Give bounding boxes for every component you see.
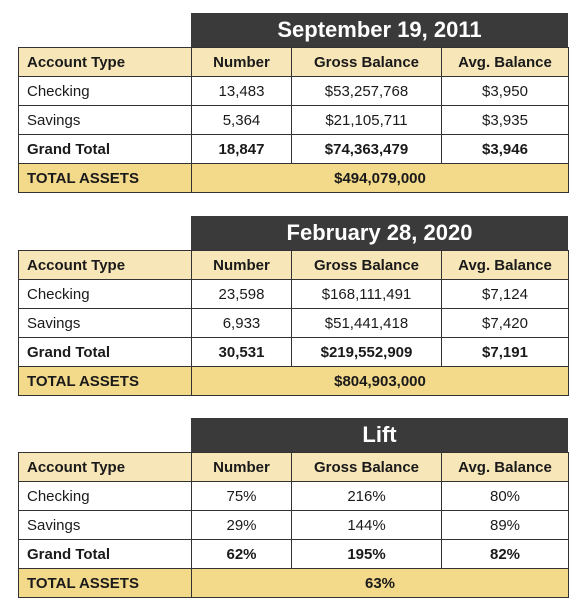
number-cell: 13,483 — [192, 77, 292, 106]
avg-balance-cell: $7,420 — [442, 309, 569, 338]
col-header-account-type: Account Type — [19, 251, 192, 280]
gross-balance-cell: $53,257,768 — [292, 77, 442, 106]
col-header-number: Number — [192, 251, 292, 280]
avg-balance-cell: $7,191 — [442, 338, 569, 367]
grand-total-row — [19, 135, 569, 164]
table-row — [19, 106, 569, 135]
gross-balance-cell: $74,363,479 — [292, 135, 442, 164]
gross-balance-cell: $21,105,711 — [292, 106, 442, 135]
col-header-account-type: Account Type — [19, 453, 192, 482]
gross-balance-cell: 195% — [292, 540, 442, 569]
number-cell: 18,847 — [192, 135, 292, 164]
number-cell: 75% — [192, 482, 292, 511]
total-assets-value: $804,903,000 — [192, 367, 569, 396]
lift-table — [18, 452, 569, 598]
accounts-table — [18, 47, 569, 193]
number-cell: 6,933 — [192, 309, 292, 338]
total-assets-label: TOTAL ASSETS — [19, 569, 192, 598]
total-assets-value: $494,079,000 — [192, 164, 569, 193]
gross-balance-cell: $51,441,418 — [292, 309, 442, 338]
table-row — [19, 511, 569, 540]
avg-balance-cell: $7,124 — [442, 280, 569, 309]
avg-balance-cell: 80% — [442, 482, 569, 511]
col-header-account-type: Account Type — [19, 48, 192, 77]
gross-balance-cell: 216% — [292, 482, 442, 511]
total-assets-row — [19, 367, 569, 396]
number-cell: 23,598 — [192, 280, 292, 309]
number-cell: 62% — [192, 540, 292, 569]
table-block-lift — [18, 418, 568, 598]
account-type-cell: Savings — [19, 511, 192, 540]
total-assets-row — [19, 569, 569, 598]
account-type-cell: Checking — [19, 482, 192, 511]
table-title: Lift — [191, 418, 568, 452]
account-type-cell: Grand Total — [19, 540, 192, 569]
table-row — [19, 77, 569, 106]
gross-balance-cell: $219,552,909 — [292, 338, 442, 367]
account-type-cell: Checking — [19, 280, 192, 309]
col-header-gross-balance: Gross Balance — [292, 251, 442, 280]
avg-balance-cell: $3,946 — [442, 135, 569, 164]
accounts-table — [18, 250, 569, 396]
table-title: February 28, 2020 — [191, 216, 568, 250]
account-type-cell: Grand Total — [19, 338, 192, 367]
col-header-number: Number — [192, 48, 292, 77]
table-title: September 19, 2011 — [191, 13, 568, 47]
col-header-avg-balance: Avg. Balance — [442, 251, 569, 280]
col-header-gross-balance: Gross Balance — [292, 48, 442, 77]
number-cell: 29% — [192, 511, 292, 540]
account-type-cell: Grand Total — [19, 135, 192, 164]
col-header-number: Number — [192, 453, 292, 482]
total-assets-row — [19, 164, 569, 193]
col-header-avg-balance: Avg. Balance — [442, 48, 569, 77]
number-cell: 30,531 — [192, 338, 292, 367]
account-type-cell: Checking — [19, 77, 192, 106]
table-row — [19, 280, 569, 309]
avg-balance-cell: 82% — [442, 540, 569, 569]
column-header-row — [19, 48, 569, 77]
column-header-row — [19, 453, 569, 482]
grand-total-row — [19, 540, 569, 569]
total-assets-label: TOTAL ASSETS — [19, 164, 192, 193]
avg-balance-cell: $3,950 — [442, 77, 569, 106]
table-block-feb-2020 — [18, 216, 568, 396]
table-block-sep-2011 — [18, 13, 568, 193]
grand-total-row — [19, 338, 569, 367]
gross-balance-cell: $168,111,491 — [292, 280, 442, 309]
total-assets-label: TOTAL ASSETS — [19, 367, 192, 396]
col-header-gross-balance: Gross Balance — [292, 453, 442, 482]
table-row — [19, 482, 569, 511]
col-header-avg-balance: Avg. Balance — [442, 453, 569, 482]
gross-balance-cell: 144% — [292, 511, 442, 540]
account-type-cell: Savings — [19, 309, 192, 338]
table-row — [19, 309, 569, 338]
number-cell: 5,364 — [192, 106, 292, 135]
avg-balance-cell: $3,935 — [442, 106, 569, 135]
avg-balance-cell: 89% — [442, 511, 569, 540]
account-type-cell: Savings — [19, 106, 192, 135]
column-header-row — [19, 251, 569, 280]
total-assets-value: 63% — [192, 569, 569, 598]
